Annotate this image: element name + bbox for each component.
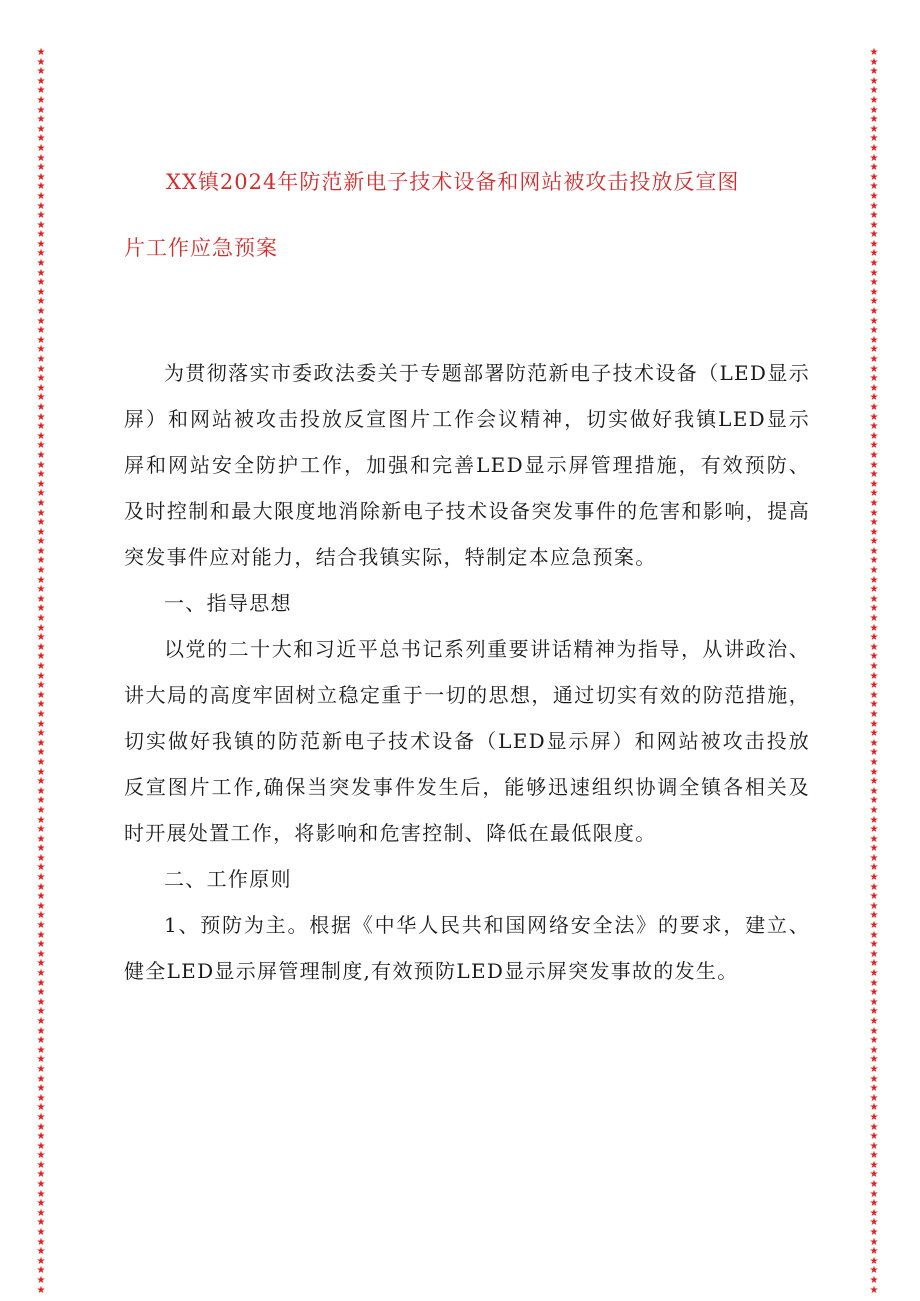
intro-paragraph: 为贯彻落实市委政法委关于专题部署防范新电子技术设备（LED显示屏）和网站被攻击投放反宣图片工作会议精神，切实做好我镇LED显示屏和网站安全防护工作，加强和完善LED显示屏管理措施，有效预防、及时控制和最大限度地消除新电子技术设备突发事件的危害和影响，提高突发事件应对能力，结合我镇实际，特制定本应急预案。 [124,361,810,569]
section-heading-work-principles: 二、工作原则 [164,867,292,891]
document-title-line-1: XX镇2024年防范新电子技术设备和网站被攻击投放反宣图 [166,170,740,194]
principle-1-paragraph: 1、预防为主。根据《中华人民共和国网络安全法》的要求，建立、健全LED显示屏管理制度,有效预防LED显示屏突发事故的发生。 [124,913,810,983]
document-title-line-2: 片工作应急预案 [124,236,278,260]
section-heading-guiding-thought: 一、指导思想 [164,591,292,615]
guiding-thought-paragraph: 以党的二十大和习近平总书记系列重要讲话精神为指导，从讲政治、讲大局的高度牢固树立稳定重于一切的思想，通过切实有效的防范措施，切实做好我镇的防范新电子技术设备（LED显示屏）和网站被攻击投放反宣图片工作,确保当突发事件发生后，能够迅速组织协调全镇各相关及时开展处置工作，将影响和危害控制、降低在最低限度。 [124,637,810,845]
left-star-border: ★★★★★★★★★★★★★★★★★★★★★★★★★★★★★★★★★★★★★★★★★★★★★★★★★★★★★★★★★★★★★★★★★★★★★★★★★★★★★★★★★★★★★★★★★★★★★★★★★★★★★★★★★★★★★★★★★★★★★★★★★★★★★★★★★★ [36,47,46,1296]
right-star-border: ★★★★★★★★★★★★★★★★★★★★★★★★★★★★★★★★★★★★★★★★★★★★★★★★★★★★★★★★★★★★★★★★★★★★★★★★★★★★★★★★★★★★★★★★★★★★★★★★★★★★★★★★★★★★★★★★★★★★★★★★★★★★★★★★★★ [869,47,879,1296]
document-body [124,350,810,994]
